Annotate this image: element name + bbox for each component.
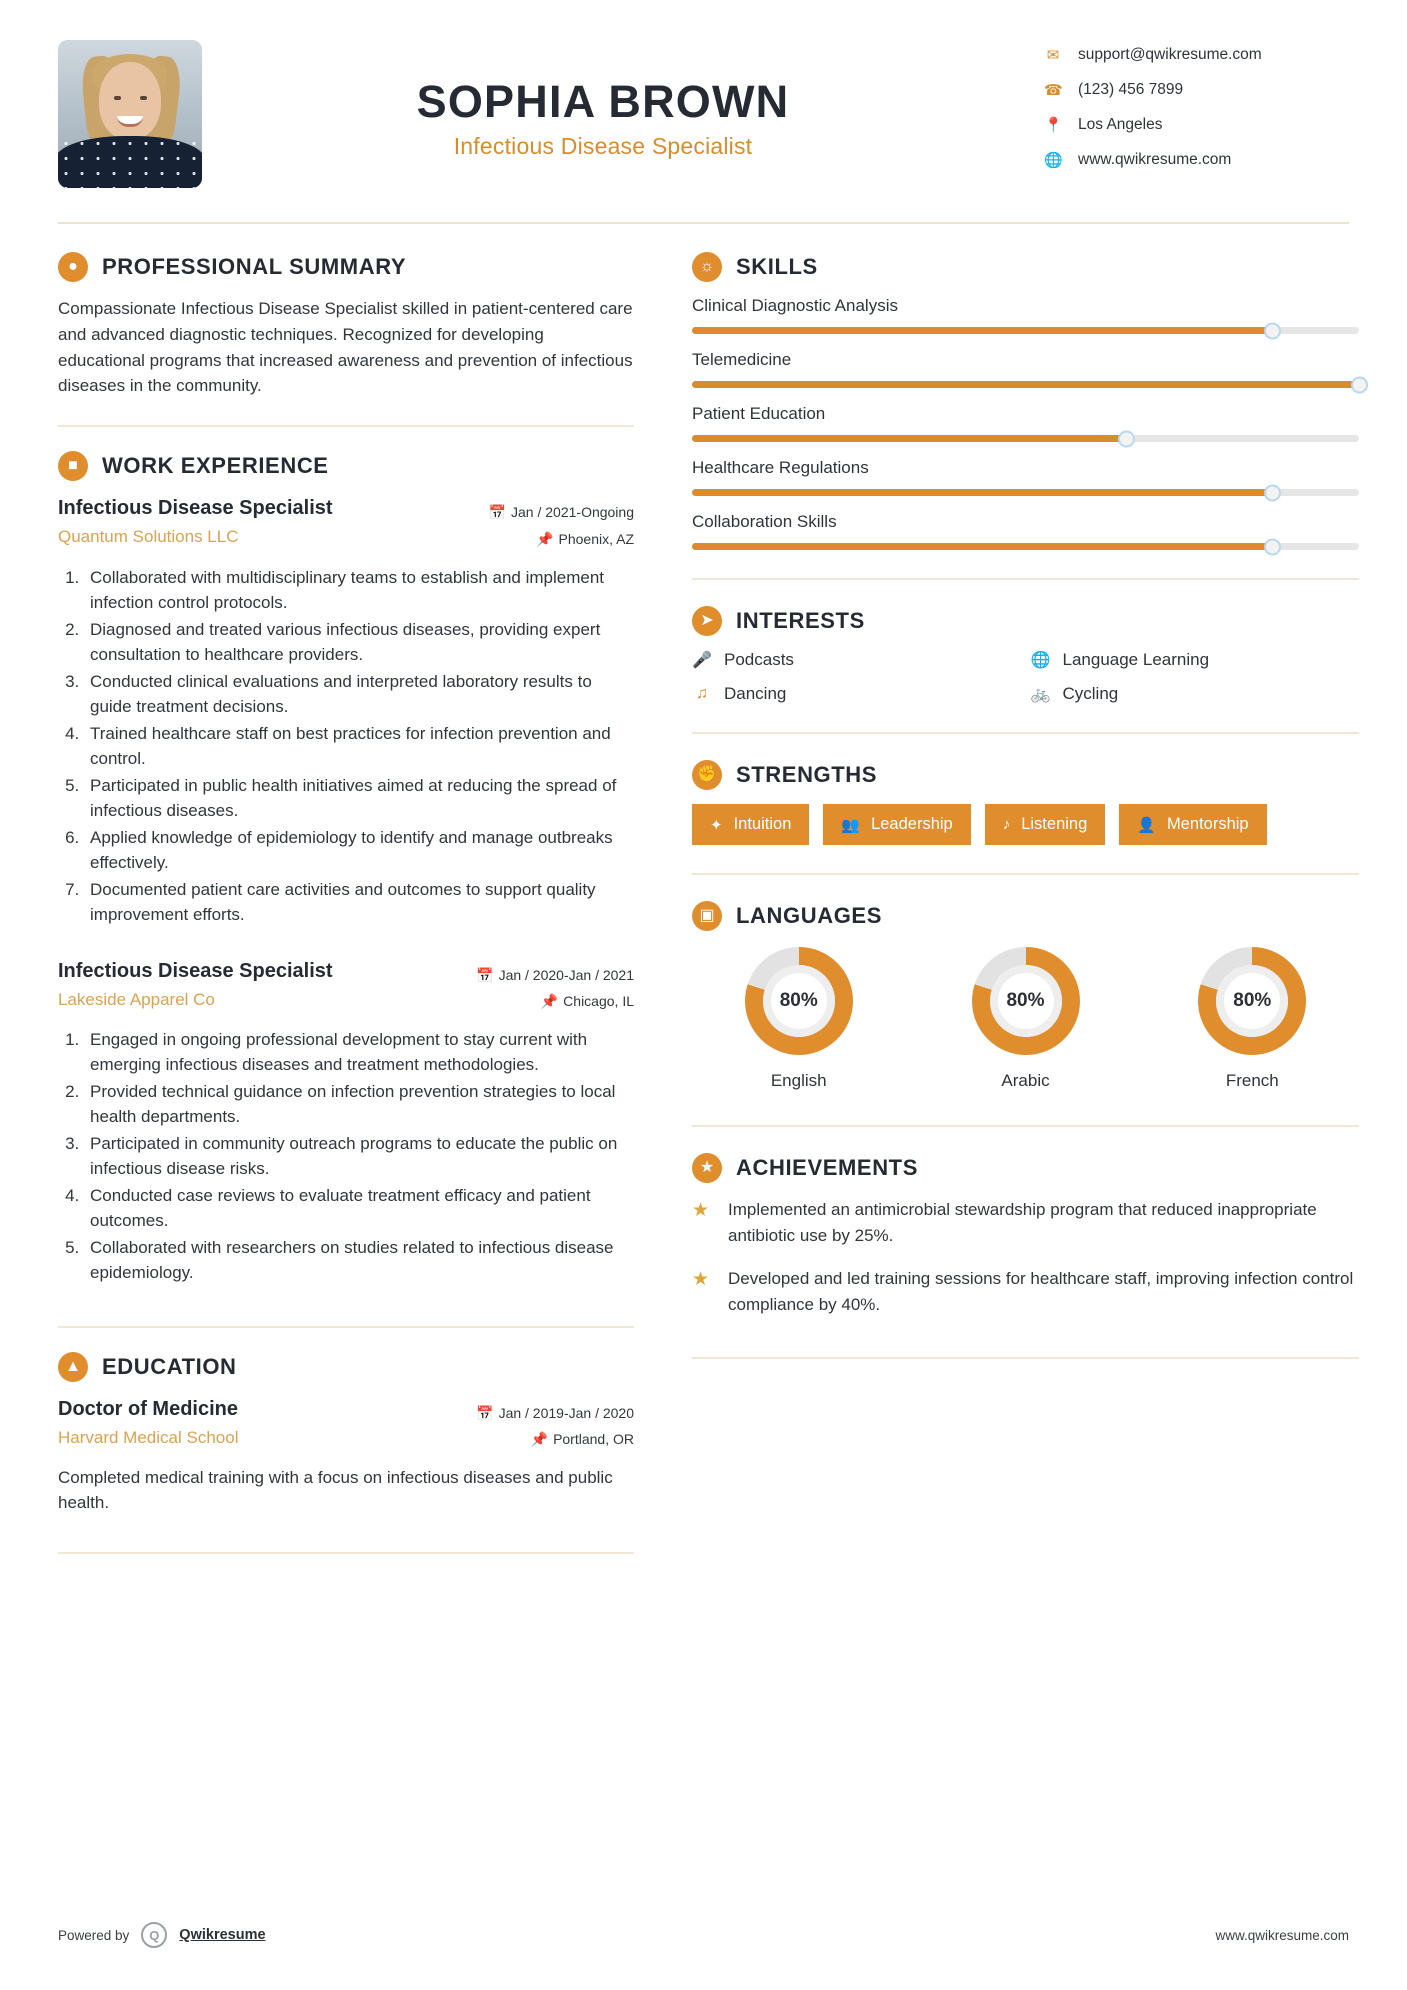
user-icon: ● bbox=[58, 252, 88, 282]
contact-phone[interactable] bbox=[1044, 81, 1359, 99]
list-item: 4. Trained healthcare staff on best practices for infection prevention and control. bbox=[84, 721, 634, 772]
languages-chart bbox=[692, 947, 1359, 1091]
star-badge-icon: ★ bbox=[692, 1153, 722, 1183]
experience-location: Phoenix, AZ bbox=[558, 530, 634, 547]
skill-progress-fill bbox=[692, 381, 1359, 388]
skill-item bbox=[692, 458, 1359, 496]
education-entry bbox=[58, 1396, 634, 1516]
experience-job-title: Infectious Disease Specialist bbox=[58, 959, 333, 982]
profile-photo bbox=[58, 40, 202, 188]
skill-label: Collaboration Skills bbox=[692, 512, 837, 531]
experience-job-title: Infectious Disease Specialist bbox=[58, 497, 333, 520]
interests-grid bbox=[692, 650, 1359, 704]
fist-icon: ✊ bbox=[692, 760, 722, 790]
education-location: Portland, OR bbox=[553, 1431, 634, 1448]
strengths-header bbox=[692, 760, 1359, 790]
footer-powered-by: Powered by bbox=[58, 1927, 130, 1943]
divider bbox=[58, 425, 634, 427]
experience-location-row bbox=[489, 526, 634, 553]
list-item: 2. Provided technical guidance on infection prevention strategies to local health departments. bbox=[84, 1079, 634, 1130]
microphone-icon: 🎤 bbox=[692, 652, 712, 669]
skill-progress-fill bbox=[692, 543, 1272, 550]
graduate-icon: ▲ bbox=[58, 1352, 88, 1382]
right-column bbox=[652, 224, 1359, 1578]
experience-title: WORK EXPERIENCE bbox=[102, 453, 329, 479]
summary-title: PROFESSIONAL SUMMARY bbox=[102, 254, 407, 279]
education-header bbox=[58, 1352, 634, 1382]
achievements-title: ACHIEVEMENTS bbox=[736, 1155, 918, 1180]
section-interests bbox=[692, 606, 1359, 704]
strength-label: Leadership bbox=[871, 815, 953, 833]
shooting-star-icon: ★ bbox=[692, 1269, 710, 1290]
divider bbox=[58, 1326, 634, 1328]
skill-progress-track[interactable] bbox=[692, 489, 1359, 496]
interest-item bbox=[1031, 650, 1360, 670]
language-percent: 80% bbox=[1233, 990, 1272, 1011]
skill-progress-knob[interactable] bbox=[1351, 376, 1368, 393]
list-item: 2. Diagnosed and treated various infectious diseases, providing expert consultation to healthcare providers. bbox=[84, 617, 634, 668]
skill-progress-track[interactable] bbox=[692, 435, 1359, 442]
interest-label: Language Learning bbox=[1062, 650, 1210, 669]
education-degree: Doctor of Medicine bbox=[58, 1397, 239, 1420]
interests-header bbox=[692, 606, 1359, 636]
interest-item bbox=[1031, 684, 1360, 704]
strength-tag-leadership[interactable] bbox=[823, 804, 970, 845]
experience-header bbox=[58, 451, 634, 481]
divider bbox=[692, 1357, 1359, 1359]
interest-item bbox=[692, 650, 1021, 670]
globe-icon: 🌐 bbox=[1030, 652, 1051, 669]
list-item: 5. Collaborated with researchers on studies related to infectious disease epidemiology. bbox=[84, 1235, 634, 1286]
language-donut bbox=[1198, 947, 1306, 1055]
education-school: Harvard Medical School bbox=[58, 1427, 239, 1447]
list-item: 4. Conducted case reviews to evaluate treatment efficacy and patient outcomes. bbox=[84, 1183, 634, 1234]
calendar-icon: 📅 bbox=[476, 966, 494, 983]
left-column bbox=[58, 224, 652, 1578]
lightbulb-icon: ☼ bbox=[692, 252, 722, 282]
language-donut bbox=[745, 947, 853, 1055]
list-item: 6. Applied knowledge of epidemiology to identify and manage outbreaks effectively. bbox=[84, 825, 634, 876]
calendar-icon: 📅 bbox=[488, 504, 507, 521]
experience-bullets bbox=[84, 565, 634, 928]
divider bbox=[692, 578, 1359, 580]
experience-meta bbox=[476, 958, 634, 1015]
skill-progress-fill bbox=[692, 327, 1272, 334]
experience-location: Chicago, IL bbox=[563, 993, 634, 1010]
skill-progress-knob[interactable] bbox=[1118, 430, 1135, 447]
globe-icon: 🌐 bbox=[1044, 152, 1063, 169]
skill-label: Healthcare Regulations bbox=[692, 458, 869, 477]
skill-progress-fill bbox=[692, 435, 1126, 442]
phone-icon: ☎ bbox=[1044, 82, 1063, 99]
pin-icon: 📌 bbox=[530, 1431, 549, 1448]
skills-header bbox=[692, 252, 1359, 282]
summary-text: Compassionate Infectious Disease Specialist skilled in patient-centered care and advanced diagnostic techniques. Recognized for developing educational programs that increased awareness and prevention of infectious diseases in the community. bbox=[58, 299, 633, 396]
language-label: French bbox=[1225, 1071, 1279, 1090]
interests-title: INTERESTS bbox=[736, 608, 865, 633]
users-group-icon: 👥 bbox=[841, 816, 861, 834]
contact-website[interactable] bbox=[1044, 151, 1359, 169]
section-strengths bbox=[692, 760, 1359, 845]
page-title: SOPHIA BROWN bbox=[416, 76, 790, 127]
interest-label: Cycling bbox=[1062, 684, 1119, 703]
contact-location bbox=[1044, 116, 1359, 134]
skill-item bbox=[692, 296, 1359, 334]
name-block bbox=[202, 40, 1044, 160]
skill-progress-knob[interactable] bbox=[1264, 322, 1281, 339]
education-title: EDUCATION bbox=[102, 1353, 237, 1379]
translate-icon: ▣ bbox=[692, 901, 722, 931]
skill-label: Clinical Diagnostic Analysis bbox=[692, 296, 898, 315]
strengths-tags bbox=[692, 804, 1359, 845]
list-item: 3. Participated in community outreach programs to educate the public on infectious disease risks. bbox=[84, 1131, 634, 1182]
list-item: 7. Documented patient care activities and outcomes to support quality improvement efforts. bbox=[84, 877, 634, 928]
achievement-text: Developed and led training sessions for healthcare staff, improving infection control compliance by 40%. bbox=[728, 1269, 1354, 1314]
languages-header bbox=[692, 901, 1359, 931]
footer-url[interactable]: www.qwikresume.com bbox=[1215, 1927, 1349, 1943]
achievement-item bbox=[692, 1266, 1359, 1317]
divider bbox=[692, 732, 1359, 734]
skill-progress-fill bbox=[692, 489, 1272, 496]
strength-label: Mentorship bbox=[1166, 815, 1249, 833]
contact-website-value: www.qwikresume.com bbox=[1078, 151, 1232, 168]
contact-email[interactable] bbox=[1044, 46, 1359, 64]
list-item: 5. Participated in public health initiatives aimed at reducing the spread of infectious diseases. bbox=[84, 773, 634, 824]
language-item bbox=[919, 947, 1132, 1091]
envelope-icon: ✉ bbox=[1046, 47, 1060, 64]
summary-header bbox=[58, 252, 634, 282]
languages-title: LANGUAGES bbox=[736, 903, 882, 928]
skill-progress-track[interactable] bbox=[692, 543, 1359, 550]
experience-entry bbox=[58, 495, 634, 927]
list-item: 1. Engaged in ongoing professional development to stay current with emerging infectious diseases and treatment methodologies. bbox=[84, 1027, 634, 1078]
briefcase-icon: ■ bbox=[58, 451, 88, 481]
education-meta bbox=[476, 1396, 634, 1453]
skill-item bbox=[692, 350, 1359, 388]
experience-company: Lakeside Apparel Co bbox=[58, 989, 215, 1009]
strength-label: Intuition bbox=[733, 815, 792, 833]
strength-label: Listening bbox=[1021, 815, 1088, 833]
language-label: English bbox=[770, 1071, 827, 1090]
bicycle-icon: 🚲 bbox=[1030, 686, 1051, 703]
footer bbox=[0, 1922, 1407, 1948]
magic-wand-icon: ✦ bbox=[710, 816, 723, 834]
skill-progress-track[interactable] bbox=[692, 381, 1359, 388]
user-plus-icon: 👤 bbox=[1137, 816, 1156, 834]
skill-item bbox=[692, 512, 1359, 550]
experience-date-row bbox=[476, 962, 634, 989]
experience-date-row bbox=[489, 499, 634, 526]
experience-meta bbox=[489, 495, 634, 552]
achievements-header bbox=[692, 1153, 1359, 1183]
language-label: Arabic bbox=[1001, 1071, 1050, 1090]
experience-date: Jan / 2021-Ongoing bbox=[511, 504, 634, 521]
section-work-experience bbox=[58, 451, 634, 1285]
music-note-icon: ♫ bbox=[696, 685, 708, 702]
header bbox=[0, 0, 1407, 188]
section-education bbox=[58, 1352, 634, 1516]
education-date-row bbox=[476, 1400, 634, 1427]
divider bbox=[58, 1552, 634, 1554]
list-item: 1. Collaborated with multidisciplinary teams to establish and implement infection control protocols. bbox=[84, 565, 634, 616]
pin-icon: 📌 bbox=[536, 530, 554, 547]
headphones-icon: ♪ bbox=[1002, 816, 1011, 833]
content bbox=[0, 224, 1407, 1578]
section-skills bbox=[692, 252, 1359, 550]
pin-icon: 📌 bbox=[540, 993, 559, 1010]
contact-list bbox=[1044, 40, 1359, 186]
section-achievements bbox=[692, 1153, 1359, 1317]
strength-tag-listening[interactable] bbox=[985, 804, 1106, 845]
location-pin-icon: 📍 bbox=[1044, 117, 1063, 134]
education-location-row bbox=[476, 1426, 634, 1453]
interest-label: Dancing bbox=[724, 684, 787, 703]
list-item: 3. Conducted clinical evaluations and interpreted laboratory results to guide treatment decisions. bbox=[84, 669, 634, 720]
skill-progress-track[interactable] bbox=[692, 327, 1359, 334]
footer-brand-link[interactable]: Qwikresume bbox=[179, 1927, 266, 1943]
skills-title: SKILLS bbox=[736, 254, 818, 279]
contact-email-value: support@qwikresume.com bbox=[1078, 46, 1262, 63]
language-percent: 80% bbox=[1006, 990, 1045, 1011]
divider bbox=[692, 873, 1359, 875]
strength-tag-mentorship[interactable] bbox=[1119, 804, 1266, 845]
education-date: Jan / 2019-Jan / 2020 bbox=[498, 1404, 634, 1421]
contact-location-value: Los Angeles bbox=[1078, 116, 1163, 133]
achievement-item bbox=[692, 1197, 1359, 1248]
strength-tag-intuition[interactable] bbox=[692, 804, 809, 845]
language-item bbox=[1146, 947, 1359, 1091]
experience-entry bbox=[58, 958, 634, 1286]
experience-company: Quantum Solutions LLC bbox=[58, 527, 239, 547]
skill-label: Telemedicine bbox=[692, 350, 792, 369]
language-item bbox=[692, 947, 905, 1091]
language-percent: 80% bbox=[779, 990, 818, 1011]
interest-item bbox=[692, 684, 1021, 704]
strengths-title: STRENGTHS bbox=[736, 762, 878, 787]
shooting-star-icon: ★ bbox=[692, 1200, 710, 1221]
skill-progress-knob[interactable] bbox=[1264, 538, 1281, 555]
skill-progress-knob[interactable] bbox=[1264, 484, 1281, 501]
language-donut bbox=[972, 947, 1080, 1055]
job-role: Infectious Disease Specialist bbox=[453, 133, 753, 160]
experience-bullets bbox=[84, 1027, 634, 1286]
calendar-icon: 📅 bbox=[476, 1404, 494, 1421]
section-languages bbox=[692, 901, 1359, 1091]
experience-date: Jan / 2020-Jan / 2021 bbox=[498, 966, 634, 983]
contact-phone-value: (123) 456 7899 bbox=[1078, 81, 1184, 98]
skill-label: Patient Education bbox=[692, 404, 826, 423]
divider bbox=[692, 1125, 1359, 1127]
section-professional-summary bbox=[58, 252, 634, 399]
paper-plane-icon: ➤ bbox=[692, 606, 722, 636]
education-description: Completed medical training with a focus on infectious diseases and public health. bbox=[58, 1467, 613, 1513]
footer-brand-block bbox=[58, 1922, 266, 1948]
achievement-text: Implemented an antimicrobial stewardship program that reduced inappropriate antibiotic use by 25%. bbox=[728, 1200, 1317, 1245]
experience-location-row bbox=[476, 988, 634, 1015]
qwikresume-logo-icon: Q bbox=[141, 1922, 167, 1948]
skill-item bbox=[692, 404, 1359, 442]
interest-label: Podcasts bbox=[724, 650, 794, 669]
